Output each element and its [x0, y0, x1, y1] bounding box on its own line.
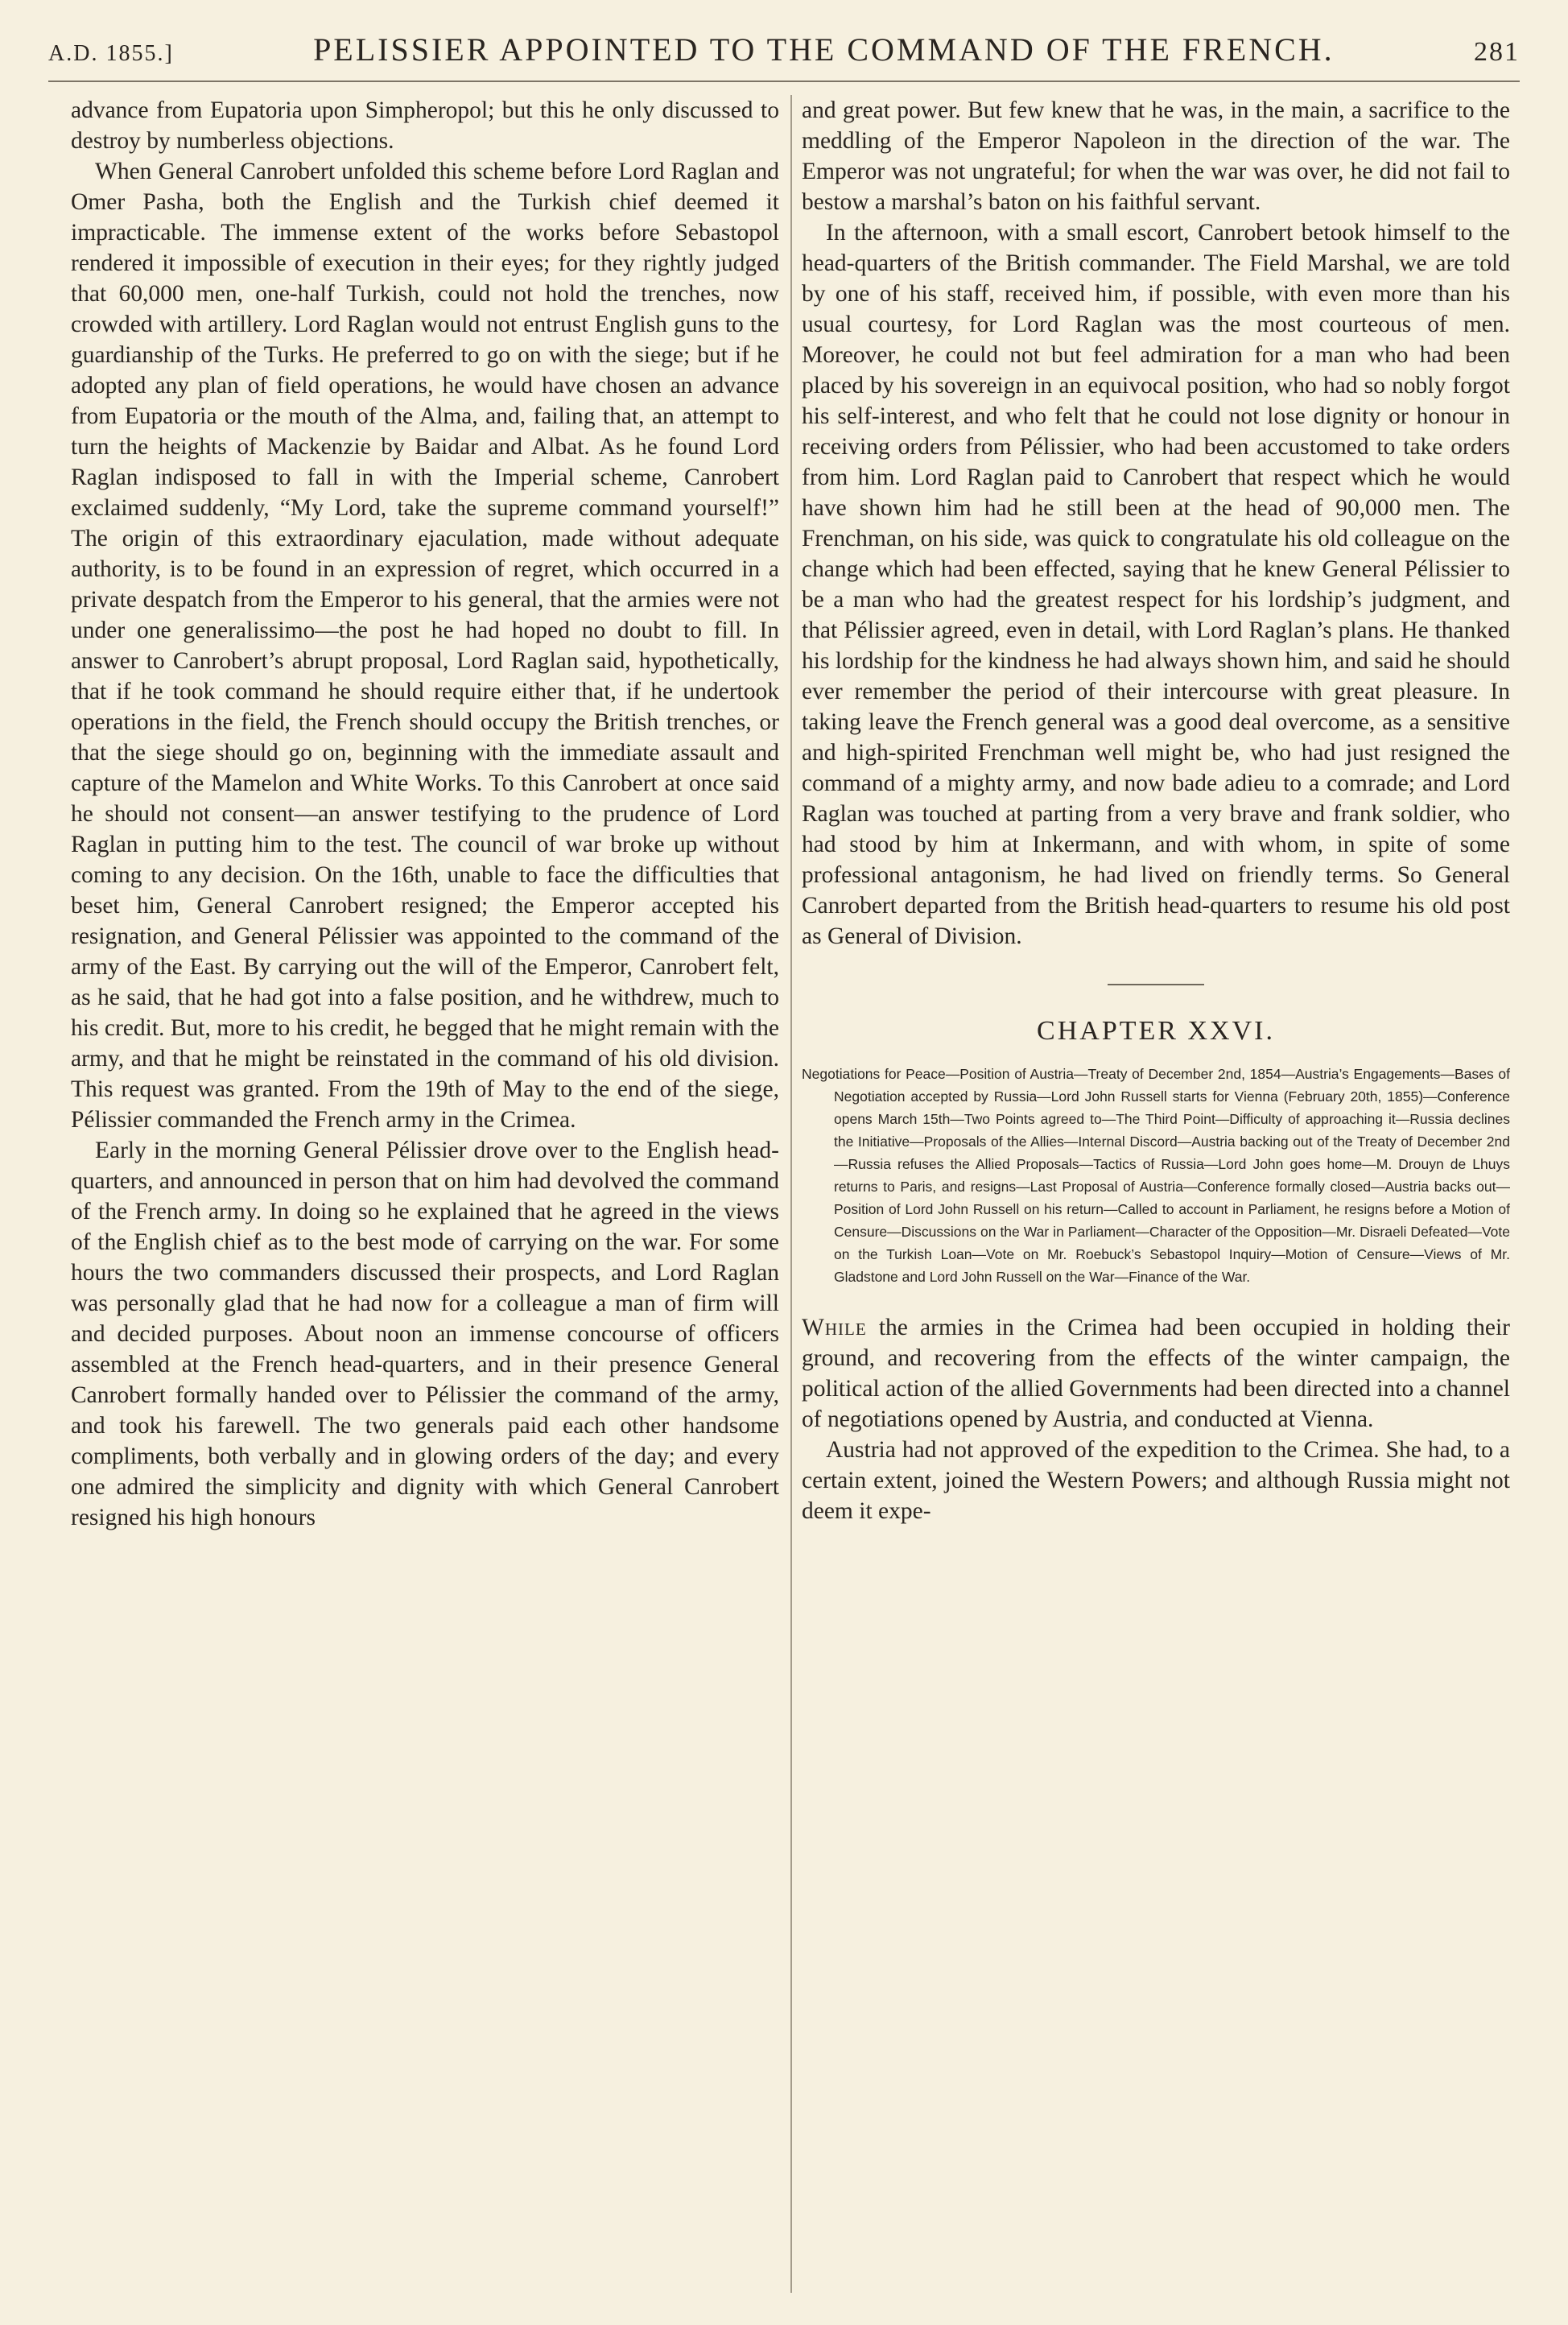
- chapter-title: CHAPTER XXVI.: [1037, 1016, 1275, 1046]
- right-paragraph-2: In the afternoon, with a small escort, Canrobert betook himself to the head-quarters of the British commander. The Field Marshal, we are told by one of his staff, received him, if possible, with even more than his usual courtesy, for Lord Raglan was the most courteous of men. Moreover, he could not but feel admiration for a man who had been placed by his sovereign in an equivocal position, who had so nobly forgot his self-interest, and who felt that he could not lose dignity or honour in receiving orders from Pélissier, who had been accustomed to take orders from him. Lord Raglan paid to Canrobert that respect which he would have shown him had he still been at the head of 90,000 men. The Frenchman, on his side, was quick to congratulate his old colleague on the change which had been effected, saying that he knew General Pélissier to be a man who had the greatest respect for his lordship’s judgment, and that Pélissier agreed, even in detail, with Lord Raglan’s plans. He thanked his lordship for the kindness he had always shown him, and said he should ever remember the period of their intercourse with great pleasure. In taking leave the French general was a good deal overcome, as a sensitive and high-spirited Frenchman well might be, who had just resigned the command of a mighty army, and now bade adieu to a comrade; and Lord Raglan was touched at parting from a very brave and frank soldier, who had stood by him at Inkermann, and with whom, in spite of some professional antagonism, he had lived on friendly terms. So General Canrobert departed from the British head-quarters to resume his old post as General of Division.: [802, 220, 1510, 949]
- right-column: [802, 95, 1510, 1526]
- right-paragraph-3-text: the armies in the Crimea had been occupied in holding their ground, and recovering from the effects of the winter campaign, the political action of the allied Governments had been directed into a channel of negotiations opened by Austria, and conducted at Vienna.: [802, 1315, 1510, 1432]
- paragraph-lead-word: While: [802, 1315, 867, 1340]
- left-paragraph-1: advance from Eupatoria upon Simpheropol; but this he only discussed to destroy by numberless objections.: [71, 97, 779, 154]
- header-title: PELISSIER APPOINTED TO THE COMMAND OF THE FRENCH.: [313, 31, 1335, 68]
- section-rule: [1108, 984, 1204, 985]
- column-divider: [790, 95, 792, 2293]
- running-head: [48, 31, 1520, 76]
- page-number: 281: [1473, 37, 1520, 67]
- right-paragraph-3: [802, 1312, 1510, 1435]
- right-paragraph-1: and great power. But few knew that he was, in the main, a sacrifice to the meddling of the Emperor Napoleon in the direction of the war. The Emperor was not ungrateful; for when the war was over, he did not fail to bestow a marshal’s baton on his faithful servant.: [802, 97, 1510, 215]
- header-date: A.D. 1855.]: [48, 41, 174, 66]
- right-paragraph-4: Austria had not approved of the expedition to the Crimea. She had, to a certain extent, joined the Western Powers; and although Russia might not deem it expe-: [802, 1437, 1510, 1524]
- left-column: [71, 95, 779, 1533]
- left-paragraph-2: When General Canrobert unfolded this scheme before Lord Raglan and Omer Pasha, both the English and the Turkish chief deemed it impracticable. The immense extent of the works before Sebastopol rendered it impossible of execution in their eyes; for they rightly judged that 60,000 men, one-half Turkish, could not hold the trenches, now crowded with artillery. Lord Raglan would not entrust English guns to the guardianship of the Turks. He preferred to go on with the siege; but if he adopted any plan of field operations, he would have chosen an advance from Eupatoria or the mouth of the Alma, and, failing that, an attempt to turn the heights of Mackenzie by Baidar and Albat. As he found Lord Raglan indisposed to fall in with the Imperial scheme, Canrobert exclaimed suddenly, “My Lord, take the supreme command yourself!” The origin of this extraordinary ejaculation, made without adequate authority, is to be found in an expression of regret, which occurred in a private despatch from the Emperor to his general, that the armies were not under one generalissimo—the post he had hoped no doubt to fill. In answer to Canrobert’s abrupt proposal, Lord Raglan said, hypothetically, that if he took command he should require either that, if he undertook operations in the field, the French should occupy the British trenches, or that the siege should go on, beginning with the immediate assault and capture of the Mamelon and White Works. To this Canrobert at once said he should not consent—an answer testifying to the prudence of Lord Raglan in putting him to the test. The council of war broke up without coming to any decision. On the 16th, unable to face the difficulties that beset him, General Canrobert resigned; the Emperor accepted his resignation, and General Pélissier was appointed to the command of the army of the East. By carrying out the will of the Emperor, Canrobert felt, as he said, that he had got into a false position, and he withdrew, much to his credit. But, more to his credit, he begged that he might remain with the army, and that he might be reinstated in the command of his old division. This request was granted. From the 19th of May to the end of the siege, Pélissier commanded the French army in the Crimea.: [71, 159, 779, 1133]
- chapter-synopsis: Negotiations for Peace—Position of Austria—Treaty of December 2nd, 1854—Austria’s Engagements—Bases of Negotiation accepted by Russia—Lord John Russell starts for Vienna (February 20th, 1855)—Conference opens March 15th—Two Points agreed to—The Third Point—Difficulty of approaching it—Russia declines the Initiative—Proposals of the Allies—Internal Discord—Austria backing out of the Treaty of December 2nd—Russia refuses the Allied Proposals—Tactics of Russia—Lord John goes home—M. Drouyn de Lhuys returns to Paris, and resigns—Last Proposal of Austria—Conference formally closed—Austria backs out—Position of Lord John Russell on his return—Called to account in Parliament, he resigns before a Motion of Censure—Discussions on the War in Parliament—Character of the Opposition—Mr. Disraeli Defeated—Vote on the Turkish Loan—Vote on Mr. Roebuck’s Sebastopol Inquiry—Motion of Censure—Views of Mr. Gladstone and Lord John Russell on the War—Finance of the War.: [802, 1066, 1510, 1285]
- left-paragraph-3: Early in the morning General Pélissier drove over to the English head-quarters, and announced in person that on him had devolved the command of the French army. In doing so he explained that he agreed in the views of the English chief as to the best mode of carrying on the war. For some hours the two commanders discussed their prospects, and Lord Raglan was personally glad that he had now for a colleague a man of firm will and decided purposes. About noon an immense concourse of officers assembled at the French head-quarters, and in their presence General Canrobert formally handed over to Pélissier the command of the army, and took his farewell. The two generals paid each other handsome compliments, both verbally and in glowing orders of the day; and every one admired the simplicity and dignity with which General Canrobert resigned his high honours: [71, 1138, 779, 1530]
- header-rule: [48, 81, 1520, 82]
